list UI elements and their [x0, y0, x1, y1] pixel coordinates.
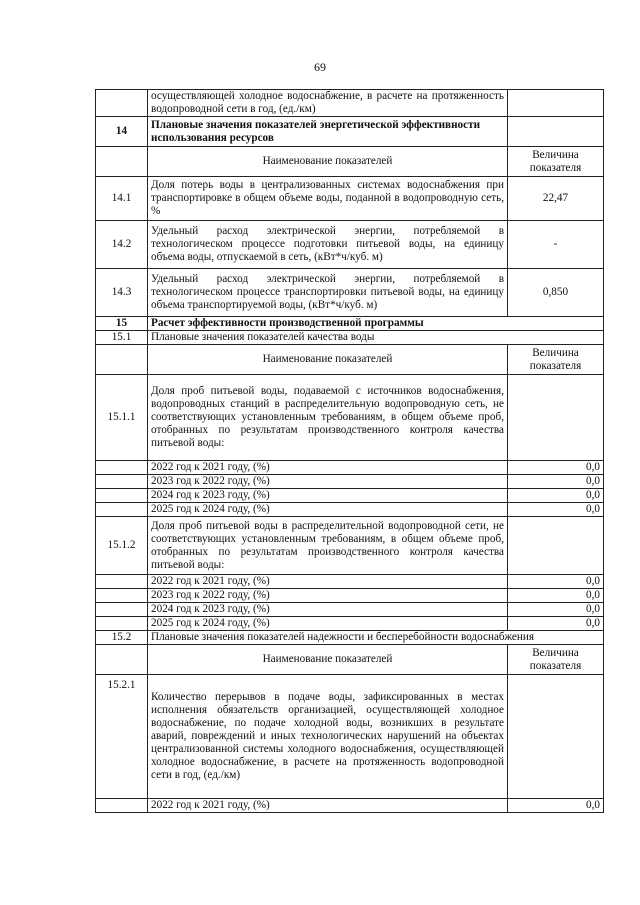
- indicator-value: 0,850: [508, 269, 604, 317]
- indicator-value: [508, 675, 604, 799]
- indicator-value: 22,47: [508, 177, 604, 221]
- section-row-15: [96, 317, 604, 331]
- indicator-value: [508, 90, 604, 117]
- year-value: 0,0: [508, 489, 604, 503]
- year-label: 2025 год к 2024 году, (%): [148, 503, 508, 517]
- row-number-cell: [96, 589, 148, 603]
- indicator-value: [508, 117, 604, 147]
- header-value: Величина показателя: [508, 147, 604, 177]
- row-number: 15.2.1: [96, 675, 148, 799]
- section-number: 15.2: [96, 631, 148, 645]
- row-number: 15.1.2: [96, 517, 148, 575]
- header-name: Наименование показателей: [148, 645, 508, 675]
- year-row: [96, 575, 604, 589]
- table-row: [96, 221, 604, 269]
- table-row: [96, 375, 604, 461]
- table-row: [96, 517, 604, 575]
- section-number: 14: [96, 117, 148, 147]
- indicator-text: осуществляющей холодное водоснабжение, в расчете на протяженность водопроводной сети в год, (ед./км): [148, 90, 508, 117]
- year-label: 2024 год к 2023 году, (%): [148, 489, 508, 503]
- indicators-table: [95, 89, 604, 813]
- header-row: [96, 147, 604, 177]
- header-name: Наименование показателей: [148, 147, 508, 177]
- section-title: Плановые значения показателей энергетической эффективности использования ресурсов: [148, 117, 508, 147]
- year-label: 2022 год к 2021 году, (%): [148, 461, 508, 475]
- table-row: [96, 177, 604, 221]
- year-label: 2023 год к 2022 году, (%): [148, 589, 508, 603]
- section-row-15-1: [96, 331, 604, 345]
- year-row: [96, 617, 604, 631]
- year-label: 2023 год к 2022 году, (%): [148, 475, 508, 489]
- indicator-text: Удельный расход электрической энергии, потребляемой в технологическом процессе транспортировки питьевой воды, на единицу объема транспортируемой воды, (кВт*ч/куб. м): [148, 269, 508, 317]
- indicator-text: Доля потерь воды в централизованных системах водоснабжения при транспортировке в общем объеме воды, поданной в водопроводную сеть, %: [148, 177, 508, 221]
- year-value: 0,0: [508, 503, 604, 517]
- header-name: Наименование показателей: [148, 345, 508, 375]
- year-row: [96, 799, 604, 813]
- header-row: [96, 345, 604, 375]
- year-value: 0,0: [508, 575, 604, 589]
- row-number-cell: [96, 345, 148, 375]
- year-value: 0,0: [508, 799, 604, 813]
- row-number-cell: [96, 461, 148, 475]
- indicator-value: [508, 375, 604, 461]
- row-number-cell: [96, 617, 148, 631]
- indicator-value: -: [508, 221, 604, 269]
- page-number: 69: [314, 60, 326, 74]
- year-row: [96, 589, 604, 603]
- table-row: [96, 269, 604, 317]
- row-number-cell: [96, 147, 148, 177]
- year-value: 0,0: [508, 617, 604, 631]
- indicator-text: Удельный расход электрической энергии, потребляемой в технологическом процессе подготовки питьевой воды, на единицу объема воды, отпускаемой в сеть, (кВт*ч/куб. м): [148, 221, 508, 269]
- row-number-cell: [96, 799, 148, 813]
- year-row: [96, 461, 604, 475]
- year-label: 2025 год к 2024 году, (%): [148, 617, 508, 631]
- year-row: [96, 603, 604, 617]
- table-row: [96, 90, 604, 117]
- year-value: 0,0: [508, 475, 604, 489]
- year-row: [96, 475, 604, 489]
- section-title: Плановые значения показателей надежности и бесперебойности водоснабжения: [148, 631, 604, 645]
- indicator-text: Доля проб питьевой воды в распределительной водопроводной сети, не соответствующих установленным требованиям, в общем объеме проб, отобранных по результатам производственного контроля качества питьевой воды:: [148, 517, 508, 575]
- header-row: [96, 645, 604, 675]
- indicator-text: Количество перерывов в подаче воды, зафиксированных в местах исполнения обязательств организацией, осуществляющей холодное водоснабжение, по подаче холодной воды, возникших в результате аварий, повреждений и иных технологических нарушений на объектах централизованной системы холодного водоснабжения, осуществляющей холодное водоснабжение, в расчете на протяженность водопроводной сети в год, (ед./км): [148, 675, 508, 799]
- year-value: 0,0: [508, 603, 604, 617]
- section-row-15-2: [96, 631, 604, 645]
- row-number: 14.3: [96, 269, 148, 317]
- row-number-cell: [96, 575, 148, 589]
- row-number-cell: [96, 475, 148, 489]
- year-label: 2024 год к 2023 году, (%): [148, 603, 508, 617]
- year-label: 2022 год к 2021 году, (%): [148, 799, 508, 813]
- year-value: 0,0: [508, 461, 604, 475]
- section-number: 15.1: [96, 331, 148, 345]
- section-title: Плановые значения показателей качества воды: [148, 331, 604, 345]
- row-number: 15.1.1: [96, 375, 148, 461]
- row-number-cell: [96, 645, 148, 675]
- row-number: 14.1: [96, 177, 148, 221]
- table-row: [96, 675, 604, 799]
- row-number-cell: [96, 90, 148, 117]
- section-number: 15: [96, 317, 148, 331]
- year-value: 0,0: [508, 589, 604, 603]
- row-number-cell: [96, 489, 148, 503]
- row-number: 14.2: [96, 221, 148, 269]
- year-row: [96, 503, 604, 517]
- section-title: Расчет эффективности производственной программы: [148, 317, 604, 331]
- row-number-cell: [96, 503, 148, 517]
- header-value: Величина показателя: [508, 645, 604, 675]
- row-number-cell: [96, 603, 148, 617]
- year-label: 2022 год к 2021 году, (%): [148, 575, 508, 589]
- header-value: Величина показателя: [508, 345, 604, 375]
- section-row-14: [96, 117, 604, 147]
- indicator-text: Доля проб питьевой воды, подаваемой с источников водоснабжения, водопроводных станций в распределительную водопроводную сеть, не соответствующих установленным требованиям, в общем объеме проб, отобранных по результатам производственного контроля качества питьевой воды:: [148, 375, 508, 461]
- year-row: [96, 489, 604, 503]
- indicator-value: [508, 517, 604, 575]
